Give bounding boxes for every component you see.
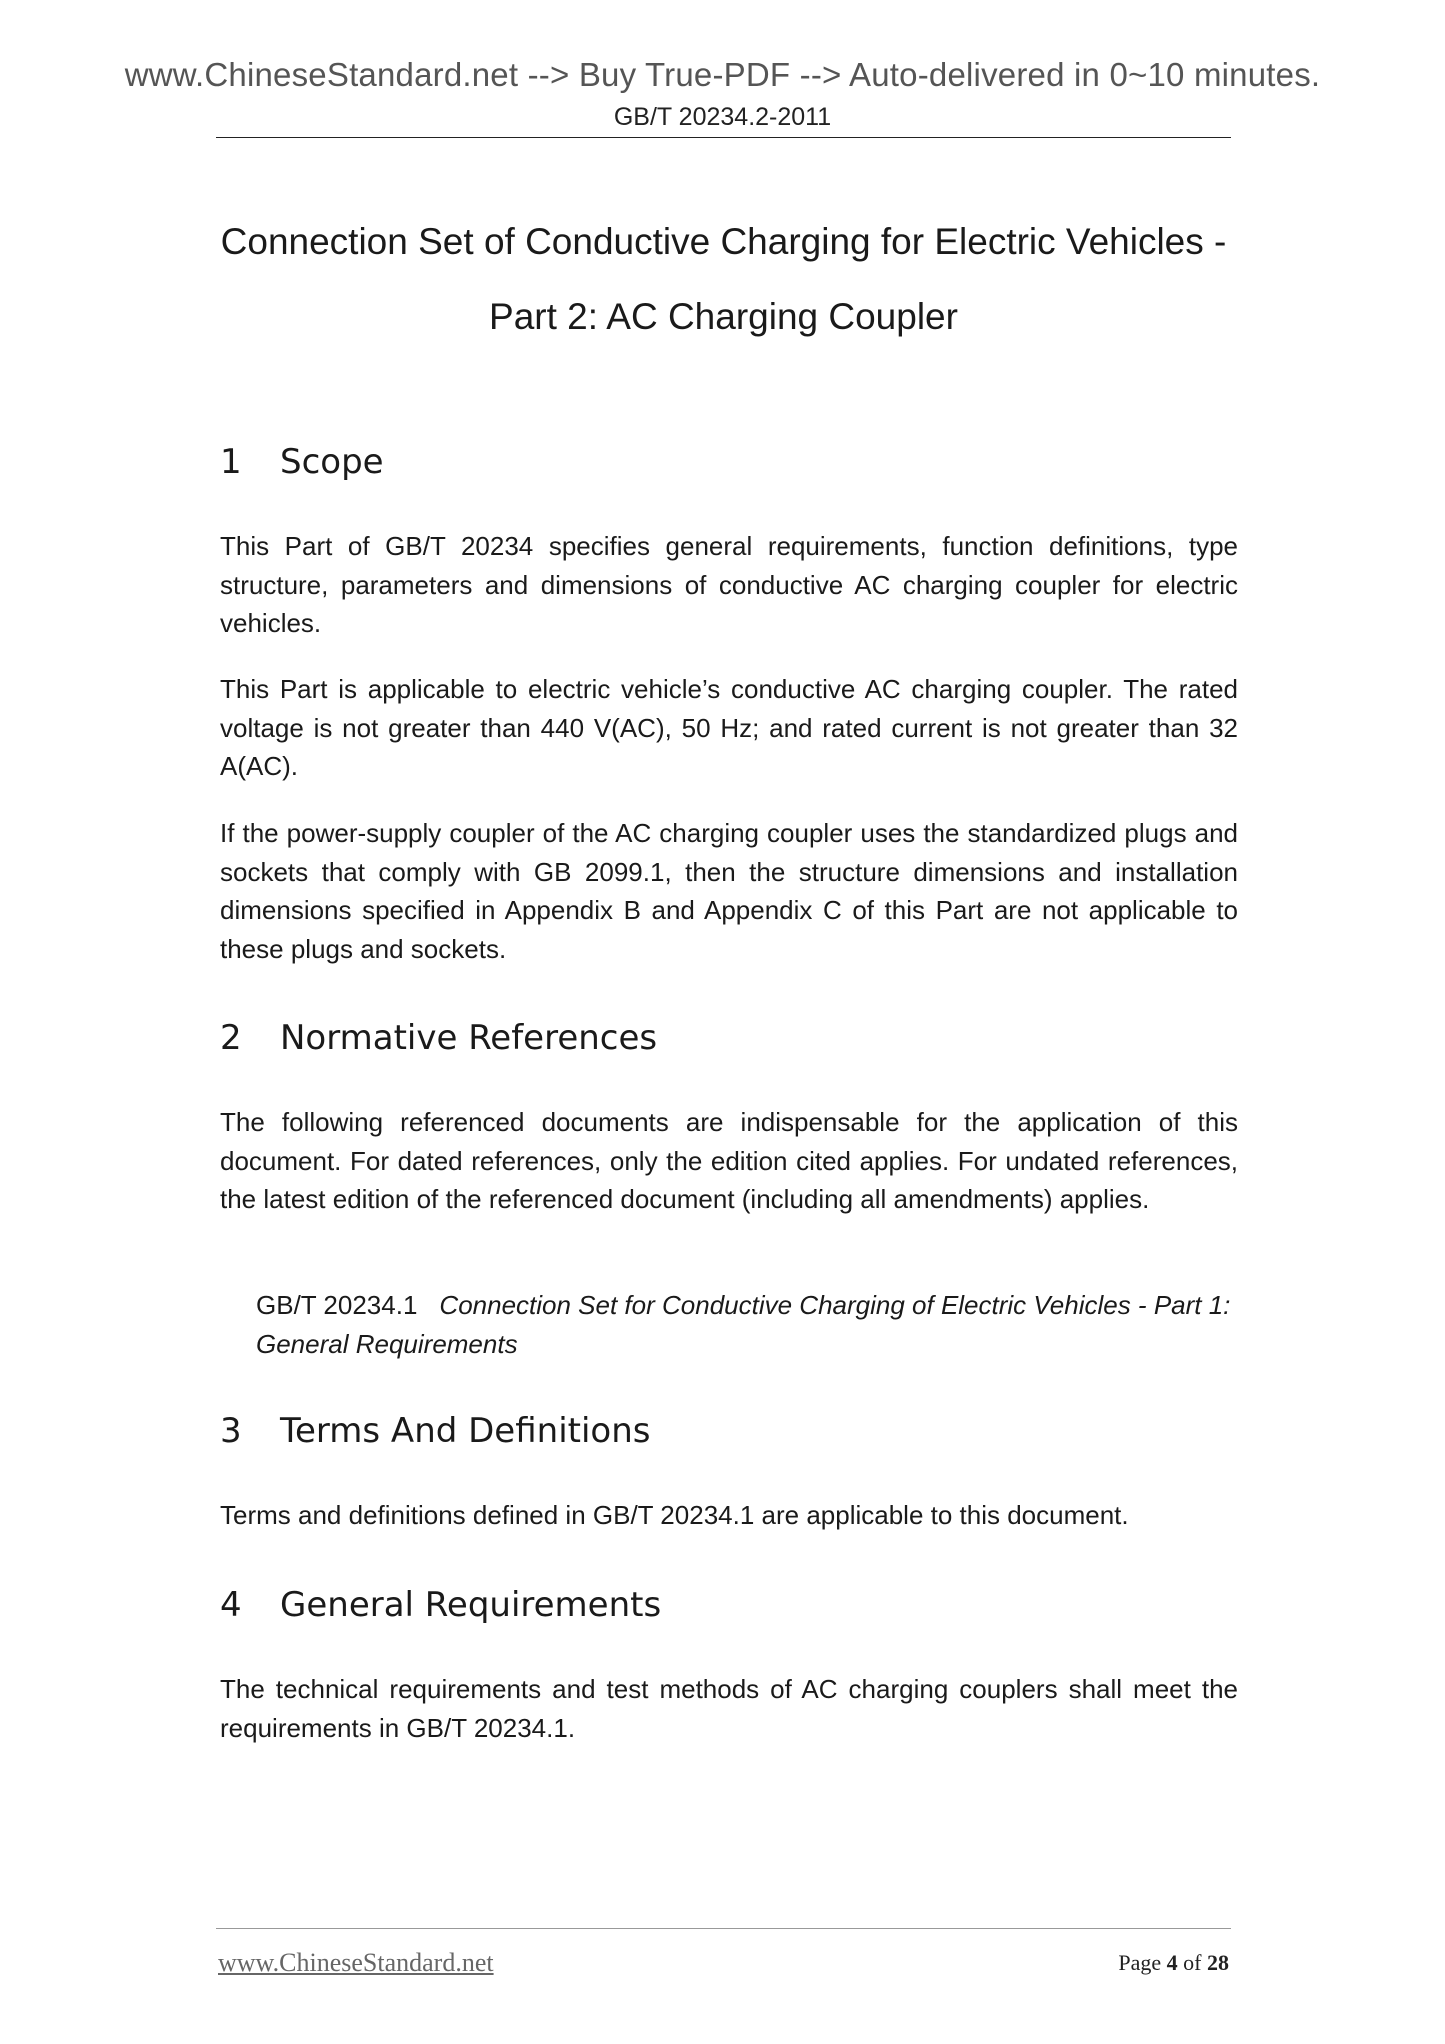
document-title-line-2: Part 2: AC Charging Coupler: [489, 296, 958, 337]
reference-item: [256, 1286, 1238, 1363]
normative-references-paragraph: The following referenced documents are indispensable for the application of this document. For dated references, only the edition cited applies. For undated references, the latest edition of the referenced document (including all amendments) applies.: [220, 1107, 1238, 1214]
section-title: Terms And Definitions: [280, 1411, 651, 1451]
header-divider: [216, 137, 1231, 138]
section-title: General Requirements: [280, 1585, 662, 1625]
section-3-heading: [220, 1411, 650, 1451]
document-title-line-1: Connection Set of Conductive Charging for Electric Vehicles -: [220, 221, 1227, 262]
page-total: 28: [1207, 1950, 1229, 1975]
top-banner[interactable]: [0, 56, 1445, 94]
scope-paragraph-1: This Part of GB/T 20234 specifies general requirements, function definitions, type structure, parameters and dimensions of conductive AC charging coupler for electric vehicles.: [220, 531, 1238, 638]
reference-code: GB/T 20234.1: [256, 1290, 418, 1320]
footer-divider: [216, 1928, 1231, 1929]
page-of: of: [1183, 1950, 1202, 1975]
page-current: 4: [1166, 1950, 1178, 1975]
section-number: 4: [220, 1585, 242, 1625]
section-2-heading: [220, 1018, 657, 1058]
terms-paragraph: Terms and definitions defined in GB/T 20234.1 are applicable to this document.: [220, 1500, 1129, 1530]
footer-site-link[interactable]: www.ChineseStandard.net: [218, 1948, 494, 1977]
section-title: Scope: [280, 442, 384, 482]
general-requirements-paragraph: The technical requirements and test methods of AC charging couplers shall meet the requirements in GB/T 20234.1.: [220, 1674, 1238, 1743]
scope-paragraph-3: If the power-supply coupler of the AC charging coupler uses the standardized plugs and sockets that comply with GB 2099.1, then the structure dimensions and installation dimensions specified in Appendix B and Appendix C of this Part are not applicable to these plugs and sockets.: [220, 818, 1238, 964]
page-prefix: Page: [1118, 1950, 1162, 1975]
section-1-heading: [220, 442, 384, 482]
reference-title: Connection Set for Conductive Charging of Electric Vehicles - Part 1: General Requirements: [256, 1290, 1231, 1359]
banner-link[interactable]: www.ChineseStandard.net --> Buy True-PDF --> Auto-delivered in 0~10 minutes.: [124, 56, 1321, 93]
page-number: [1118, 1950, 1229, 1976]
section-title: Normative References: [280, 1018, 658, 1058]
section-number: 1: [220, 442, 242, 482]
scope-paragraph-2: This Part is applicable to electric vehicle’s conductive AC charging coupler. The rated voltage is not greater than 440 V(AC), 50 Hz; and rated current is not greater than 32 A(AC).: [220, 674, 1238, 781]
standard-code: GB/T 20234.2-2011: [613, 103, 832, 131]
section-number: 3: [220, 1411, 242, 1451]
section-4-heading: [220, 1585, 661, 1625]
section-number: 2: [220, 1018, 242, 1058]
